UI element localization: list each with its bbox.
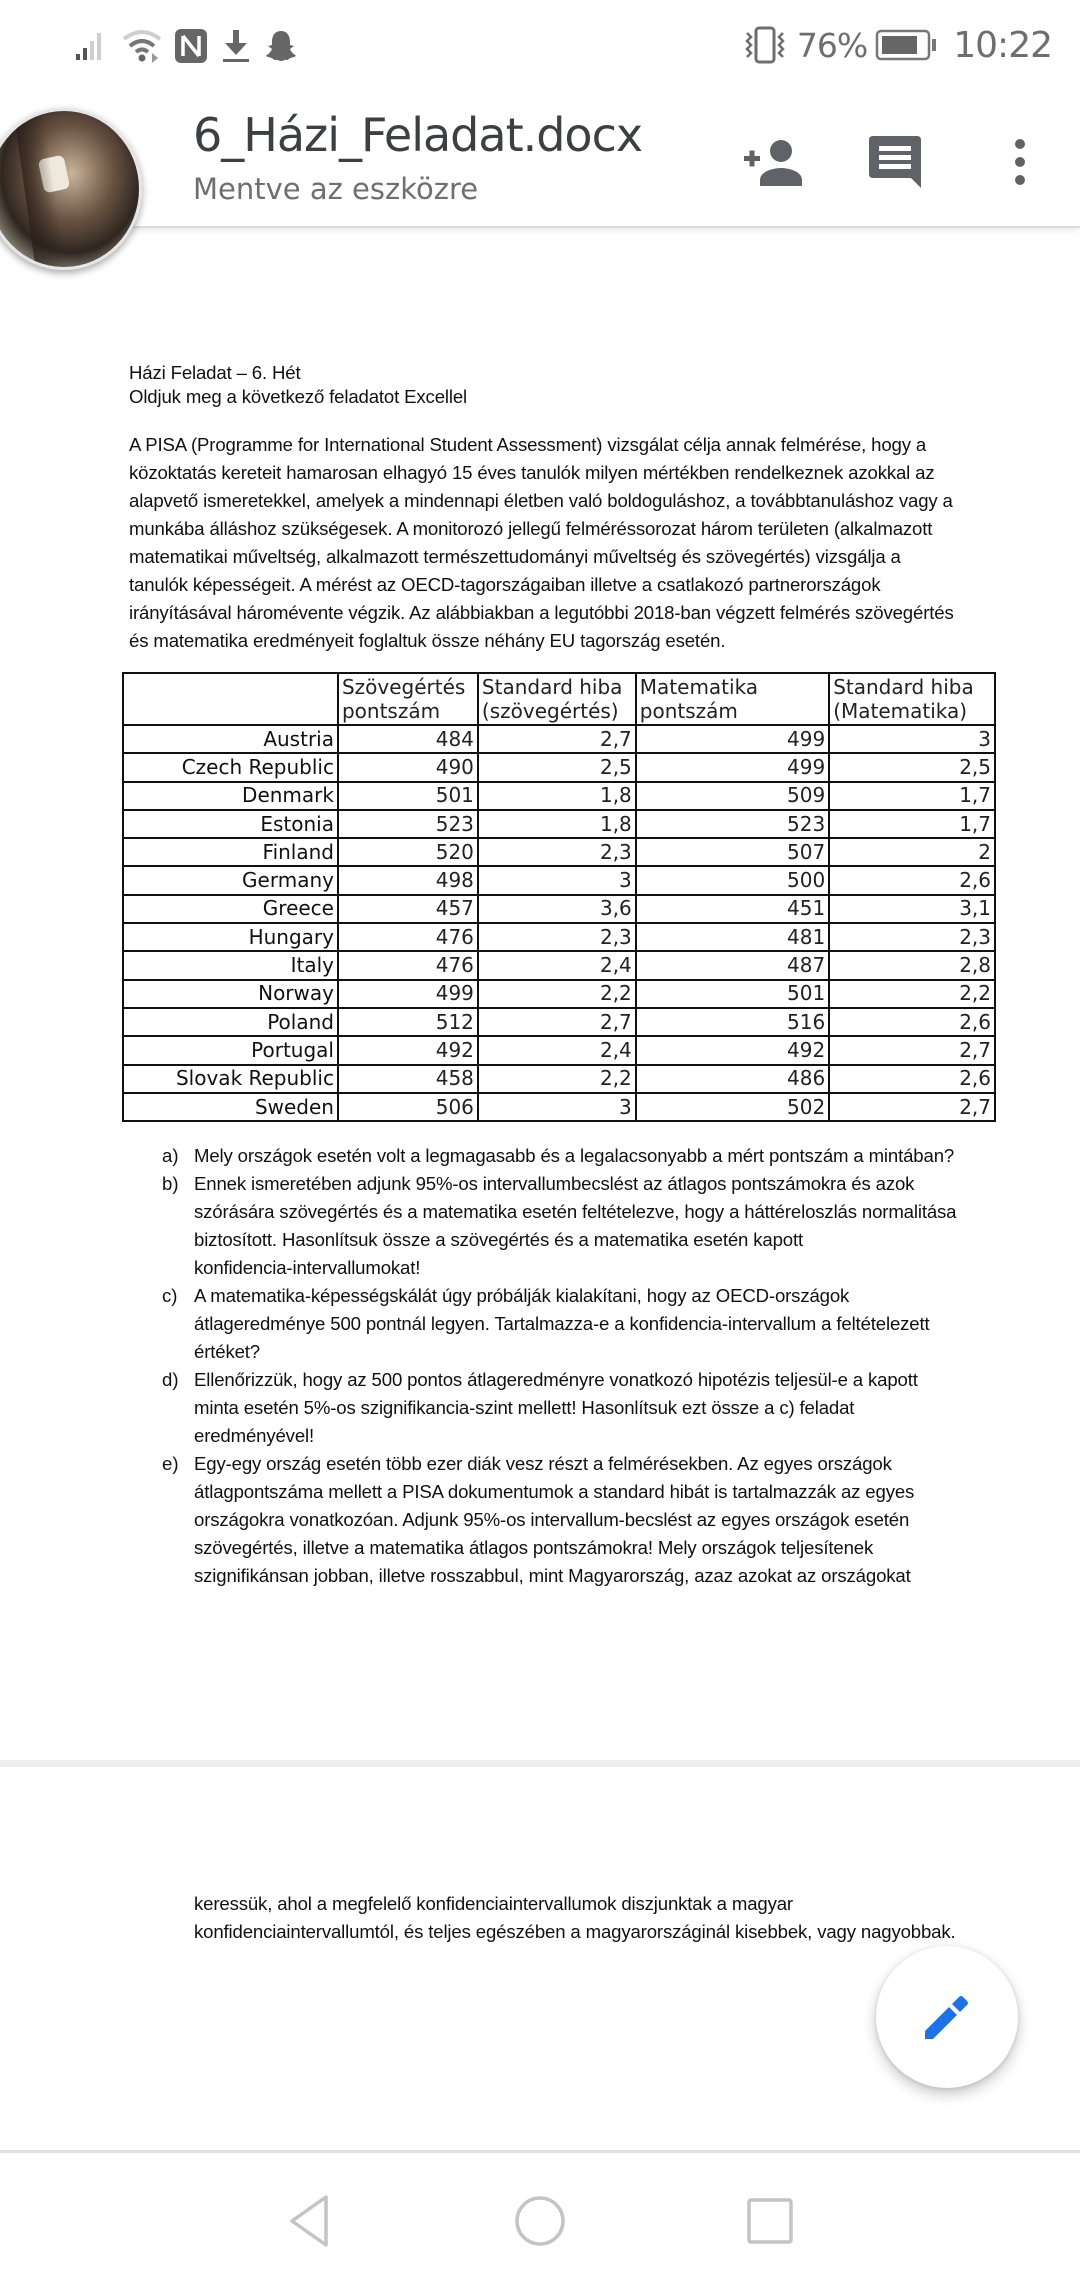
question-e-line: szignifikánsan jobban, illetve rosszabbul, mint Magyarország, azaz azokat az országokat — [194, 1565, 911, 1586]
math-score-cell: 487 — [636, 951, 829, 979]
country-cell: Austria — [123, 725, 338, 753]
country-cell: Italy — [123, 951, 338, 979]
reading-se-cell: 2,2 — [478, 980, 636, 1008]
reading-score-cell: 492 — [338, 1036, 478, 1064]
intro-line: A PISA (Programme for International Student Assessment) vizsgálat célja annak felmérése, hogy a — [129, 434, 927, 455]
country-cell: Norway — [123, 980, 338, 1008]
math-score-cell: 500 — [636, 866, 829, 894]
country-cell: Germany — [123, 866, 338, 894]
country-cell: Portugal — [123, 1036, 338, 1064]
signal-icon — [76, 31, 110, 61]
reading-score-cell: 523 — [338, 810, 478, 838]
intro-line: irányításával háromévente végzik. Az alábbiakban a legutóbbi 2018-ban végzett felmérés szövegértés — [129, 602, 954, 623]
math-score-cell: 499 — [636, 753, 829, 781]
reading-se-cell: 2,7 — [478, 725, 636, 753]
table-row — [123, 923, 995, 951]
reading-score-cell: 501 — [338, 782, 478, 810]
question-label: a) — [162, 1145, 179, 1166]
table-row — [123, 810, 995, 838]
math-se-cell: 2,3 — [829, 923, 995, 951]
header-cell: Standard hiba (Matematika) — [829, 673, 995, 725]
question-e-line: átlagpontszáma mellett a PISA dokumentumok a standard hibát is tartalmazzák az egyes — [194, 1481, 915, 1502]
edit-fab-button[interactable] — [876, 1946, 1018, 2088]
reading-score-cell: 458 — [338, 1065, 478, 1093]
country-cell: Hungary — [123, 923, 338, 951]
document-title: 6_Házi_Feladat.docx — [193, 108, 643, 162]
question-a-line: Mely országok esetén volt a legmagasabb és a legalacsonyabb a mért pontszám a mintában? — [194, 1145, 955, 1166]
math-se-cell: 2,8 — [829, 951, 995, 979]
math-score-cell: 523 — [636, 810, 829, 838]
math-score-cell: 481 — [636, 923, 829, 951]
reading-se-cell: 2,7 — [478, 1008, 636, 1036]
table-row — [123, 895, 995, 923]
question-label: c) — [162, 1285, 178, 1306]
header-cell-empty — [123, 673, 338, 725]
question-d-line: Ellenőrizzük, hogy az 500 pontos átlageredményre vonatkozó hipotézis teljesül-e a kapott — [194, 1369, 918, 1390]
comment-icon — [869, 136, 923, 188]
status-right — [743, 20, 1052, 70]
question-b-line: Ennek ismeretében adjunk 95%-os intervallumbecslést az átlagos pontszámokra és azok — [194, 1173, 915, 1194]
math-se-cell: 2,2 — [829, 980, 995, 1008]
intro-line: és matematika eredményeit foglaltuk össze néhány EU tagország esetén. — [129, 630, 726, 651]
reading-se-cell: 2,4 — [478, 951, 636, 979]
intro-line: tanulók képességeit. A mérést az OECD-tagországaiban illetve a csatlakozó partnerországok — [129, 574, 881, 595]
save-status: Mentve az eszközre — [193, 172, 479, 206]
math-score-cell: 499 — [636, 725, 829, 753]
reading-score-cell: 476 — [338, 951, 478, 979]
question-e-line: Egy-egy ország esetén több ezer diák vesz részt a felmérésekben. Az egyes országok — [194, 1453, 892, 1474]
question-d-line: eredményével! — [194, 1425, 315, 1446]
table-row — [123, 1065, 995, 1093]
math-score-cell: 516 — [636, 1008, 829, 1036]
question-d-line: minta esetén 5%-os szignifikancia-szint mellett! Hasonlítsuk ezt össze a c) feladat — [194, 1397, 855, 1418]
reading-score-cell: 484 — [338, 725, 478, 753]
reading-score-cell: 520 — [338, 838, 478, 866]
reading-se-cell: 3 — [478, 1093, 636, 1121]
country-cell: Sweden — [123, 1093, 338, 1121]
comments-button[interactable] — [866, 132, 926, 192]
download-icon — [220, 28, 252, 64]
country-cell: Poland — [123, 1008, 338, 1036]
share-button[interactable] — [744, 132, 804, 192]
back-button[interactable] — [280, 2191, 340, 2251]
table-row — [123, 1093, 995, 1121]
country-cell: Slovak Republic — [123, 1065, 338, 1093]
clock: 10:22 — [953, 24, 1052, 66]
reading-se-cell: 2,3 — [478, 838, 636, 866]
math-score-cell: 502 — [636, 1093, 829, 1121]
add-person-icon — [744, 138, 804, 186]
math-se-cell: 2,7 — [829, 1036, 995, 1064]
math-score-cell: 486 — [636, 1065, 829, 1093]
reading-se-cell: 2,5 — [478, 753, 636, 781]
page-break — [0, 1760, 1080, 1767]
more-vert-icon — [1013, 138, 1027, 186]
table-row — [123, 725, 995, 753]
country-cell: Greece — [123, 895, 338, 923]
battery-icon — [875, 29, 937, 61]
reading-score-cell: 499 — [338, 980, 478, 1008]
edit-pencil-icon — [921, 1991, 973, 2043]
back-icon — [288, 2194, 332, 2248]
math-score-cell: 501 — [636, 980, 829, 1008]
question-label: d) — [162, 1369, 179, 1390]
country-cell: Estonia — [123, 810, 338, 838]
recents-icon — [746, 2197, 794, 2245]
math-se-cell: 2 — [829, 838, 995, 866]
intro-line: alapvető ismeretekkel, amelyek a mindennapi életben való boldoguláshoz, a továbbtanuláshoz vagy a — [129, 490, 953, 511]
reading-score-cell: 506 — [338, 1093, 478, 1121]
recents-button[interactable] — [740, 2191, 800, 2251]
country-cell: Denmark — [123, 782, 338, 810]
math-score-cell: 507 — [636, 838, 829, 866]
table-row — [123, 951, 995, 979]
header-cell: Standard hiba (szövegértés) — [478, 673, 636, 725]
reading-se-cell: 1,8 — [478, 810, 636, 838]
math-se-cell: 2,6 — [829, 1065, 995, 1093]
question-e-line: szövegértés, illetve a matematika átlagos pontszámokra! Mely országok teljesítenek — [194, 1537, 874, 1558]
question-c-line: átlageredménye 500 pontnál legyen. Tartalmazza-e a konfidencia-intervallum a feltételezett — [194, 1313, 930, 1334]
intro-line: közoktatás kereteit hamarosan elhagyó 15 éves tanulók milyen mértékben rendelkeznek azokkal az — [129, 462, 935, 483]
table-row — [123, 838, 995, 866]
table-row — [123, 782, 995, 810]
question-b-line: konfidencia-intervallumokat! — [194, 1257, 421, 1278]
table-row — [123, 1008, 995, 1036]
intro-line: munkába álláshoz szükségesek. A monitorozó jellegű felméréssorozat három területen (alkalmazott — [129, 518, 933, 539]
nfc-icon — [174, 28, 208, 64]
country-cell: Czech Republic — [123, 753, 338, 781]
snapchat-icon — [264, 29, 298, 63]
reading-se-cell: 2,4 — [478, 1036, 636, 1064]
question-c-line: A matematika-képességskálát úgy próbálják kialakítani, hogy az OECD-országok — [194, 1285, 850, 1306]
status-left-icons — [76, 24, 298, 68]
reading-score-cell: 512 — [338, 1008, 478, 1036]
reading-score-cell: 498 — [338, 866, 478, 894]
intro-line: matematikai műveltség, alkalmazott természettudományi műveltség és szövegértés) vizsgálja a — [129, 546, 901, 567]
question-e-line: országokra vonatkozóan. Adjunk 95%-os intervallum-becslést az egyes országok esetén — [194, 1509, 910, 1530]
question-label: b) — [162, 1173, 179, 1194]
home-icon — [514, 2195, 566, 2247]
home-button[interactable] — [510, 2191, 570, 2251]
question-b-line: szórására szövegértés és a matematika esetén feltételezve, hogy a háttéreloszlás normalitása — [194, 1201, 957, 1222]
reading-score-cell: 490 — [338, 753, 478, 781]
question-label: e) — [162, 1453, 179, 1474]
doc-heading: Házi Feladat – 6. Hét — [129, 362, 301, 383]
reading-se-cell: 3 — [478, 866, 636, 894]
math-score-cell: 492 — [636, 1036, 829, 1064]
battery-percent: 76% — [796, 25, 868, 65]
math-se-cell: 3 — [829, 725, 995, 753]
reading-se-cell: 2,2 — [478, 1065, 636, 1093]
page2-line: keressük, ahol a megfelelő konfidenciaintervallumok diszjunktak a magyar — [194, 1893, 793, 1914]
wifi-icon — [122, 29, 162, 63]
pisa-results-table — [122, 672, 996, 1122]
math-score-cell: 451 — [636, 895, 829, 923]
system-nav-bar — [0, 2150, 1080, 2280]
doc-subheading: Oldjuk meg a következő feladatot Excellel — [129, 386, 468, 407]
question-c-line: értéket? — [194, 1341, 260, 1362]
math-se-cell: 3,1 — [829, 895, 995, 923]
math-se-cell: 1,7 — [829, 810, 995, 838]
math-score-cell: 509 — [636, 782, 829, 810]
header-cell: Matematika pontszám — [636, 673, 829, 725]
header-cell: Szövegértés pontszám — [338, 673, 478, 725]
table-header-row — [123, 673, 995, 725]
page2-line: konfidenciaintervallumtól, és teljes egészében a magyarországinál kisebbek, vagy nagyobbak. — [194, 1921, 956, 1942]
table-row — [123, 980, 995, 1008]
reading-se-cell: 2,3 — [478, 923, 636, 951]
table-row — [123, 1036, 995, 1064]
question-b-line: biztosított. Hasonlítsuk össze a szövegértés és a matematika esetén kapott — [194, 1229, 804, 1250]
status-bar — [0, 0, 1080, 92]
reading-score-cell: 457 — [338, 895, 478, 923]
math-se-cell: 2,6 — [829, 866, 995, 894]
reading-score-cell: 476 — [338, 923, 478, 951]
table-row — [123, 753, 995, 781]
math-se-cell: 2,5 — [829, 753, 995, 781]
reading-se-cell: 1,8 — [478, 782, 636, 810]
country-cell: Finland — [123, 838, 338, 866]
reading-se-cell: 3,6 — [478, 895, 636, 923]
math-se-cell: 2,7 — [829, 1093, 995, 1121]
vibrate-icon — [743, 25, 789, 65]
math-se-cell: 2,6 — [829, 1008, 995, 1036]
table-row — [123, 866, 995, 894]
math-se-cell: 1,7 — [829, 782, 995, 810]
more-options-button[interactable] — [990, 132, 1050, 192]
